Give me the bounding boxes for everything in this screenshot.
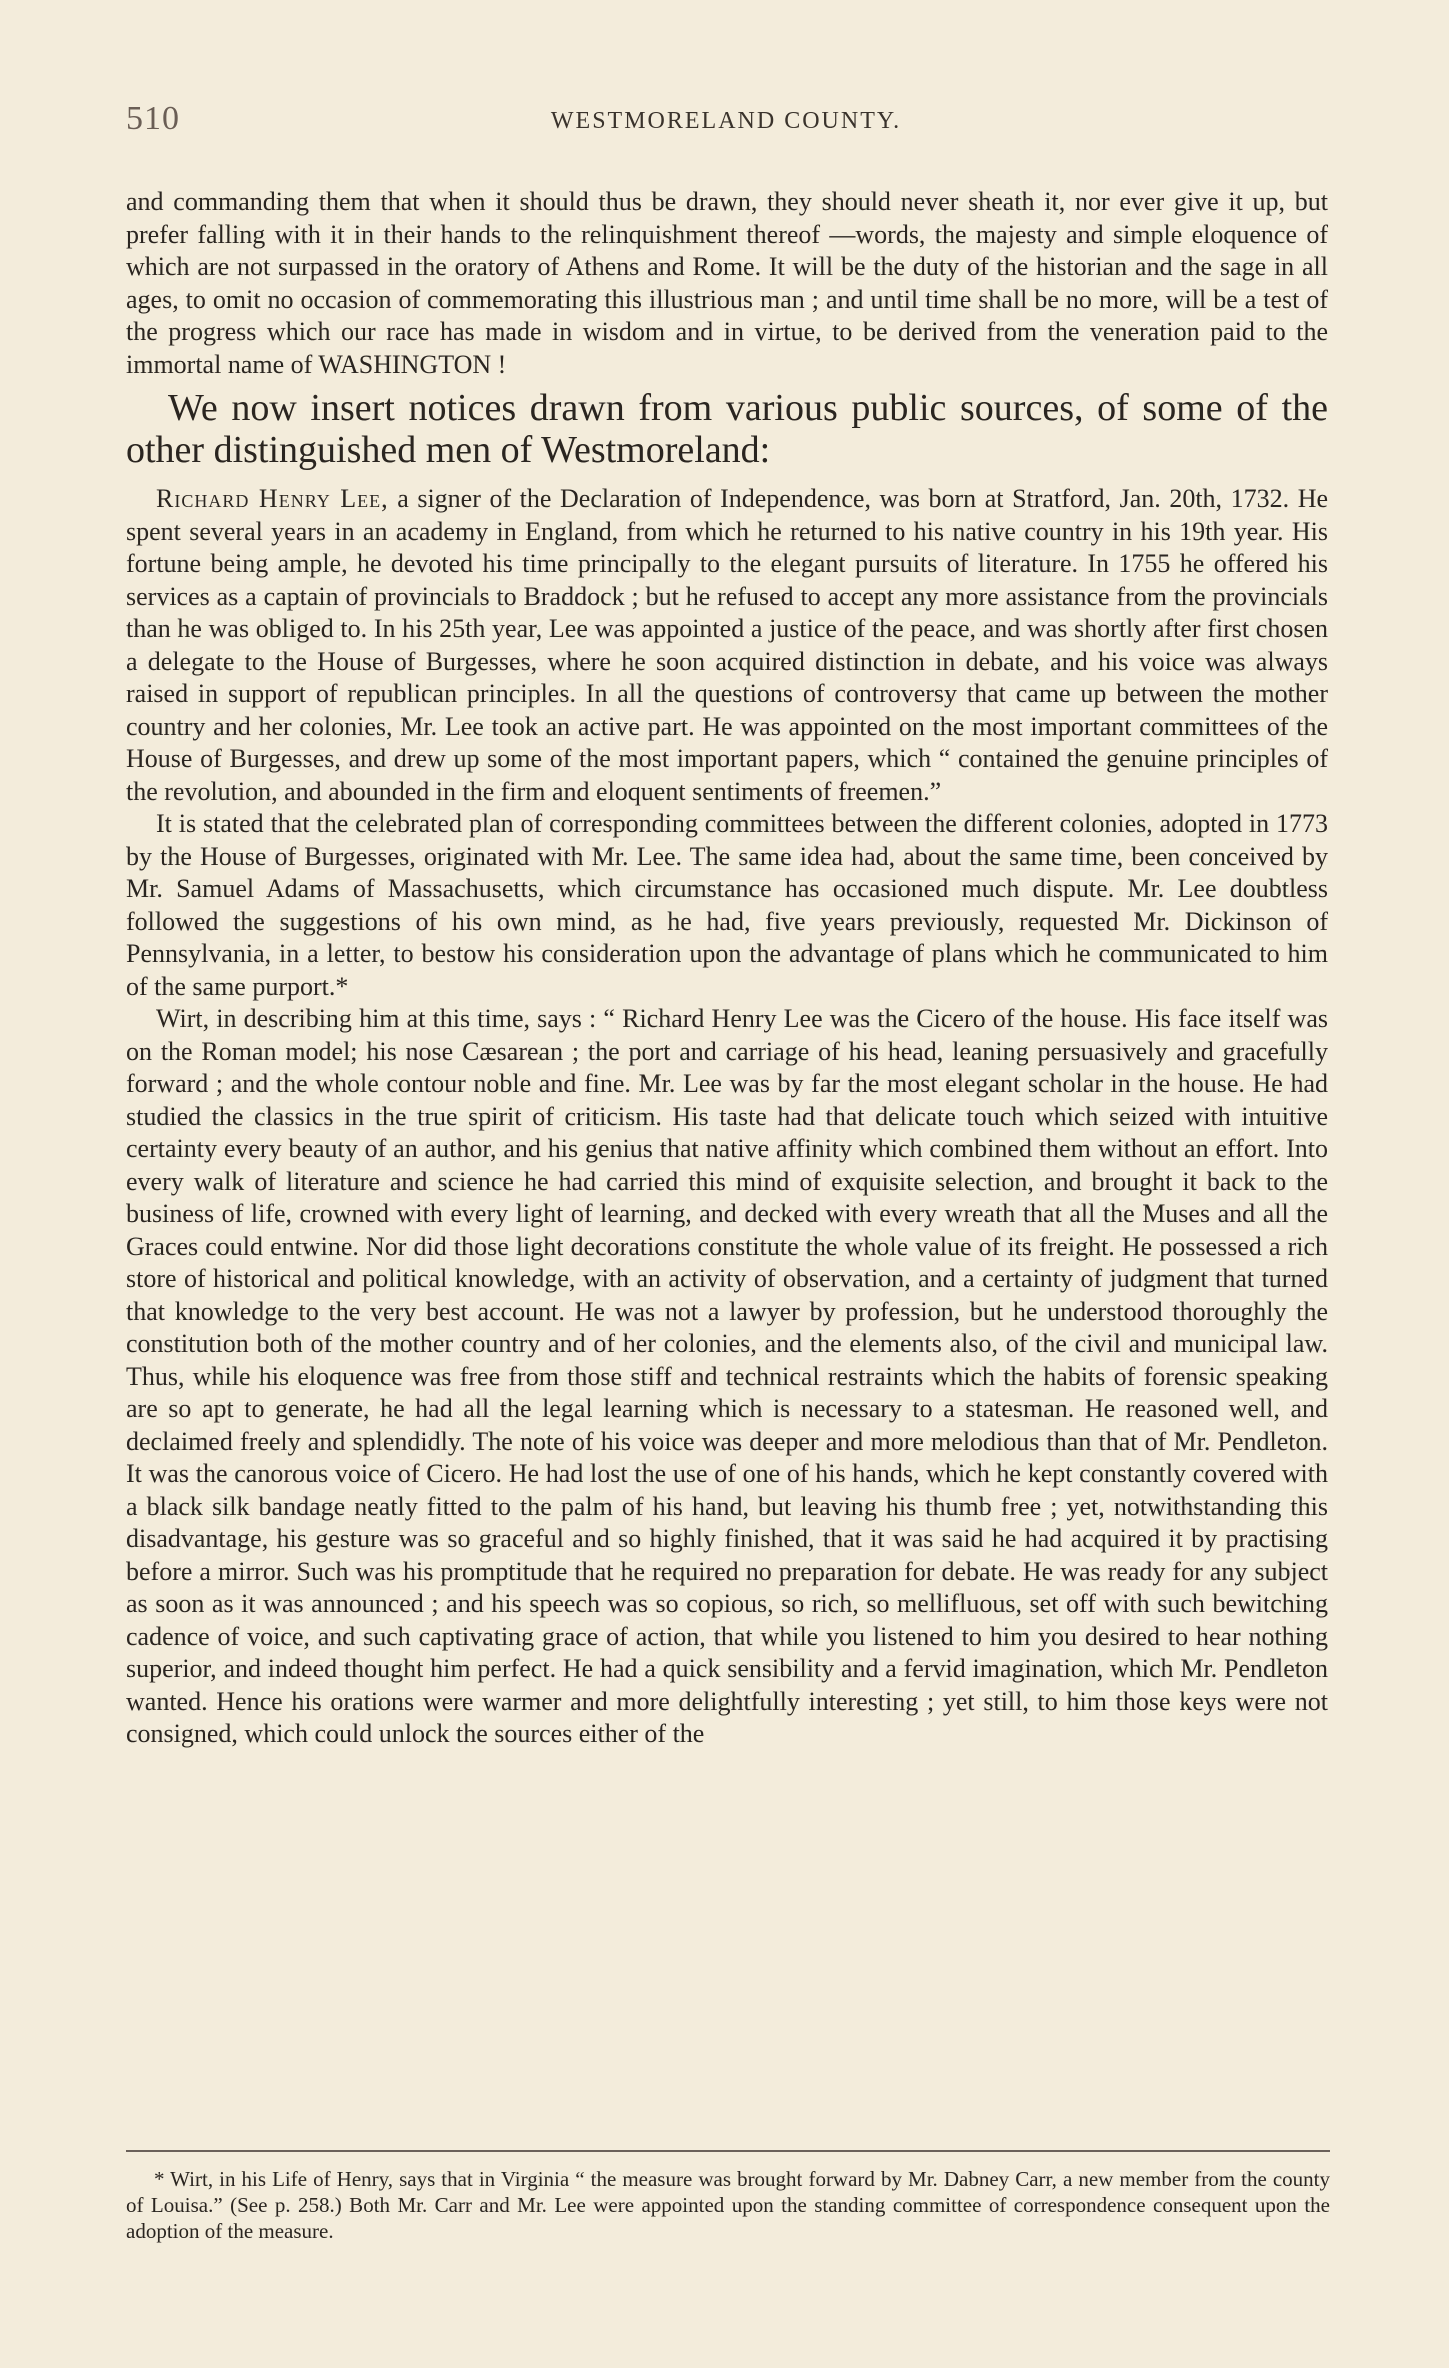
person-name: Richard Henry Lee, bbox=[156, 484, 389, 513]
paragraph-text: a signer of the Declaration of Independence, was born at Stratford, Jan. 20th, 1732. He spent several years in an academy in England, from which he returned to his native country in his 19th year. His fortune being ample, he devoted his time principally to the elegant pursuits of literature. In 1755 he offered his services as a captain of provincials to Braddock ; but he refused to accept any more assistance from the provincials than he was obliged to. In his 25th year, Lee was appointed a justice of the peace, and was shortly after first chosen a delegate to the House of Burgesses, where he soon acquired distinction in debate, and his voice was always raised in support of republican principles. In all the questions of controversy that came up between the mother country and her colonies, Mr. Lee took an active part. He was appointed on the most important committees of the House of Burgesses, and drew up some of the most important papers, which “ contained the genuine principles of the revolution, and abounded in the firm and eloquent sentiments of freemen.” bbox=[126, 484, 1329, 806]
page-number: 510 bbox=[126, 100, 180, 137]
paragraph-washington-closing: and commanding them that when it should thus be drawn, they should never sheath it, nor ever give it up, but prefer falling with it in their hands to the relinquishment thereof —words, the majesty and simple eloquence of which are not surpassed in the oratory of Athens and Rome. It will be the duty of the historian and the sage in all ages, to omit no occasion of commemorating this illustrious man ; and until time shall be no more, will be a test of the progress which our race has made in wisdom and in virtue, to be derived from the veneration paid to the immortal name of WASHINGTON ! bbox=[126, 187, 1328, 379]
footnote-divider bbox=[126, 2150, 1330, 2152]
paragraph-richard-henry-lee bbox=[126, 483, 1328, 808]
footnote: * Wirt, in his Life of Henry, says that in Virginia “ the measure was brought forward by Mr. Dabney Carr, a new member from the county of Louisa.” (See p. 258.) Both Mr. Carr and Mr. Lee were appointed upon the standing committee of correspondence consequent upon the adoption of the measure. bbox=[126, 2167, 1330, 2243]
paragraph-wirt-description: Wirt, in describing him at this time, says : “ Richard Henry Lee was the Cicero of the house. His face itself was on the Roman model; his nose Cæsarean ; the port and carriage of his head, leaning persuasively and gracefully forward ; and the whole contour noble and fine. Mr. Lee was by far the most elegant scholar in the house. He had studied the classics in the true spirit of criticism. His taste had that delicate touch which seized with intuitive certainty every beauty of an author, and his genius that native affinity which combined them without an effort. Into every walk of literature and science he had carried this mind of exquisite selection, and brought it back to the business of life, crowned with every light of learning, and decked with every wreath that all the Muses and all the Graces could entwine. Nor did those light decorations constitute the whole value of its freight. He possessed a rich store of historical and political knowledge, with an activity of observation, and a certainty of judgment that turned that knowledge to the very best account. He was not a lawyer by profession, but he understood thoroughly the constitution both of the mother country and of her colonies, and the elements also, of the civil and municipal law. Thus, while his eloquence was free from those stiff and technical restraints which the habits of forensic speaking are so apt to generate, he had all the legal learning which is necessary to a statesman. He reasoned well, and declaimed freely and splendidly. The note of his voice was deeper and more melodious than that of Mr. Pendleton. It was the canorous voice of Cicero. He had lost the use of one of his hands, which he kept constantly covered with a black silk bandage neatly fitted to the palm of his hand, but leaving his thumb free ; yet, notwithstanding this disadvantage, his gesture was so graceful and so highly finished, that it was said he had acquired it by practising before a mirror. Such was his promptitude that he required no preparation for debate. He was ready for any subject as soon as it was announced ; and his speech was so copious, so rich, so mellifluous, set off with such bewitching cadence of voice, and such captivating grace of action, that while you listened to him you desired to hear nothing superior, and indeed thought him perfect. He had a quick sensibility and a fervid imagination, which Mr. Pendleton wanted. Hence his orations were warmer and more delightfully interesting ; yet still, to him those keys were not consigned, which could unlock the sources either of the bbox=[126, 1004, 1328, 1748]
body-text bbox=[126, 186, 1328, 1751]
running-head: WESTMORELAND COUNTY. bbox=[550, 108, 902, 134]
section-heading: We now insert notices drawn from various public sources, of some of the other distinguished men of Westmoreland: bbox=[126, 387, 1328, 471]
paragraph-corresponding-committees: It is stated that the celebrated plan of corresponding committees between the different colonies, adopted in 1773 by the House of Burgesses, originated with Mr. Lee. The same idea had, about the same time, been conceived by Mr. Samuel Adams of Massachusetts, which circumstance has occasioned much dispute. Mr. Lee doubtless followed the suggestions of his own mind, as he had, five years previously, requested Mr. Dickinson of Pennsylvania, in a letter, to bestow his consideration upon the advantage of plans which he communicated to him of the same purport.* bbox=[126, 809, 1328, 1001]
page-header bbox=[126, 100, 1326, 150]
